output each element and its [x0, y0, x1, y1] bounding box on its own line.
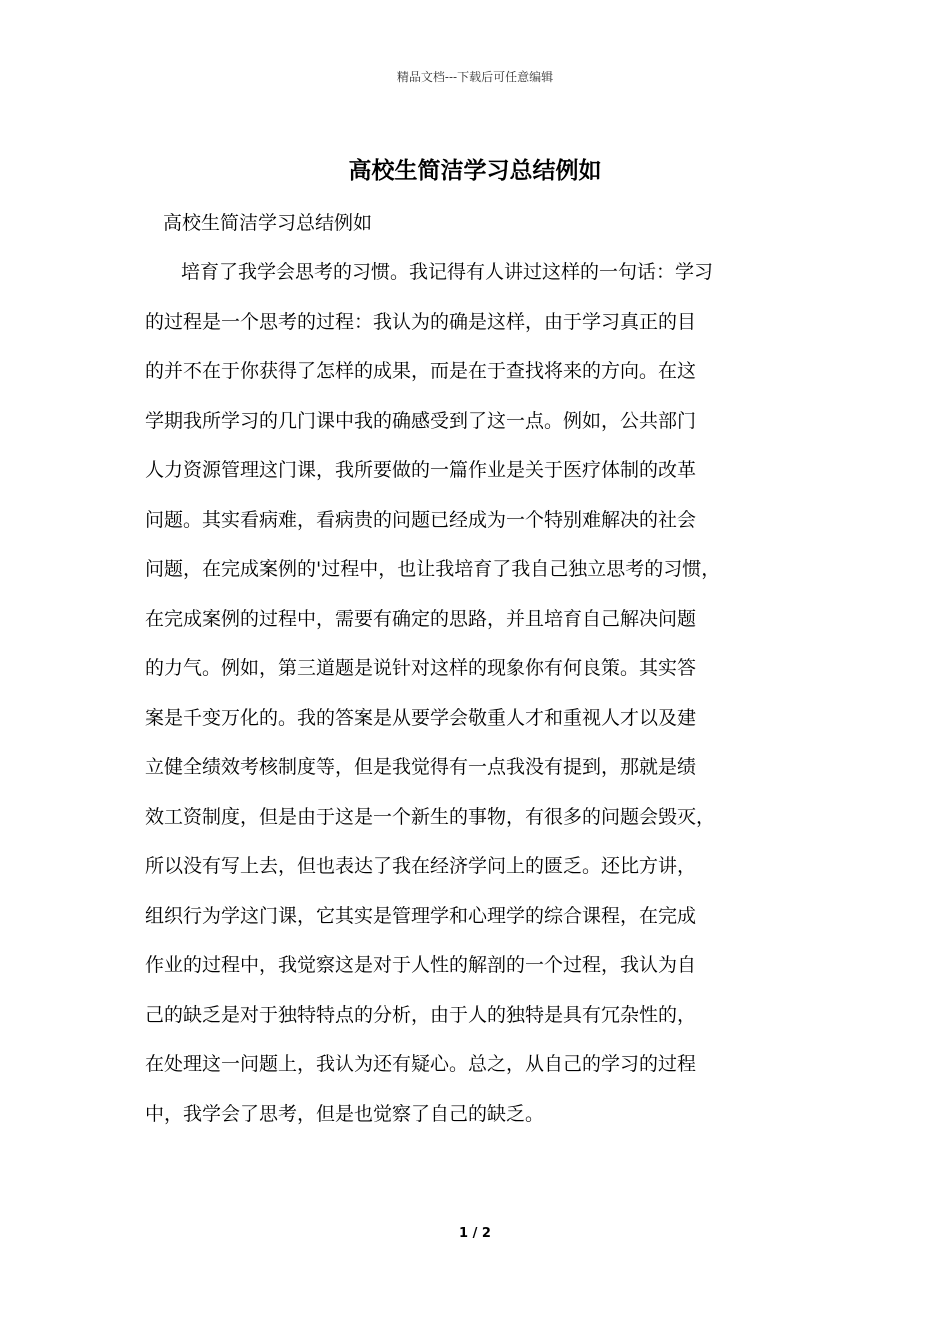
body-line: 己的缺乏是对于独特特点的分析，由于人的独特是具有冗杂性的， [145, 1003, 697, 1026]
body-line: 所以没有写上去，但也表达了我在经济学问上的匮乏。还比方讲， [145, 855, 697, 877]
document-subtitle: 高校生简洁学习总结例如 [163, 212, 373, 234]
body-line: 的力气。例如，第三道题是说针对这样的现象你有何良策。其实答 [145, 657, 697, 679]
body-line: 作业的过程中，我觉察这是对于人性的解剖的一个过程，我认为自 [145, 954, 697, 976]
body-line: 案是千变万化的。我的答案是从要学会敬重人才和重视人才以及建 [145, 706, 697, 729]
body-line: 问题，在完成案例的'过程中，也让我培育了我自己独立思考的习惯， [145, 558, 721, 580]
body-line: 培育了我学会思考的习惯。我记得有人讲过这样的一句话：学习 [181, 261, 714, 283]
body-line: 的过程是一个思考的过程：我认为的确是这样，由于学习真正的目 [145, 310, 697, 333]
body-line: 中，我学会了思考，但是也觉察了自己的缺乏。 [145, 1102, 545, 1125]
body-line: 问题。其实看病难，看病贵的问题已经成为一个特别难解决的社会 [145, 508, 697, 531]
document-title: 高校生简洁学习总结例如 [348, 157, 602, 184]
page-number: 1 / 2 [459, 1226, 491, 1241]
body-line: 学期我所学习的几门课中我的确感受到了这一点。例如，公共部门 [145, 409, 697, 432]
page-header: 精品文档---下载后可任意编辑 [396, 70, 554, 84]
body-line: 的并不在于你获得了怎样的成果，而是在于查找将来的方向。在这 [145, 360, 697, 382]
body-line: 人力资源管理这门课，我所要做的一篇作业是关于医疗体制的改革 [145, 459, 697, 481]
body-line: 在处理这一问题上，我认为还有疑心。总之，从自己的学习的过程 [145, 1053, 697, 1075]
body-line: 在完成案例的过程中，需要有确定的思路，并且培育自己解决问题 [145, 607, 697, 630]
body-line: 组织行为学这门课，它其实是管理学和心理学的综合课程，在完成 [145, 904, 697, 927]
body-line: 效工资制度，但是由于这是一个新生的事物，有很多的问题会毁灭， [145, 805, 716, 828]
body-text [145, 256, 825, 1147]
body-line: 立健全绩效考核制度等，但是我觉得有一点我没有提到，那就是绩 [145, 756, 697, 778]
